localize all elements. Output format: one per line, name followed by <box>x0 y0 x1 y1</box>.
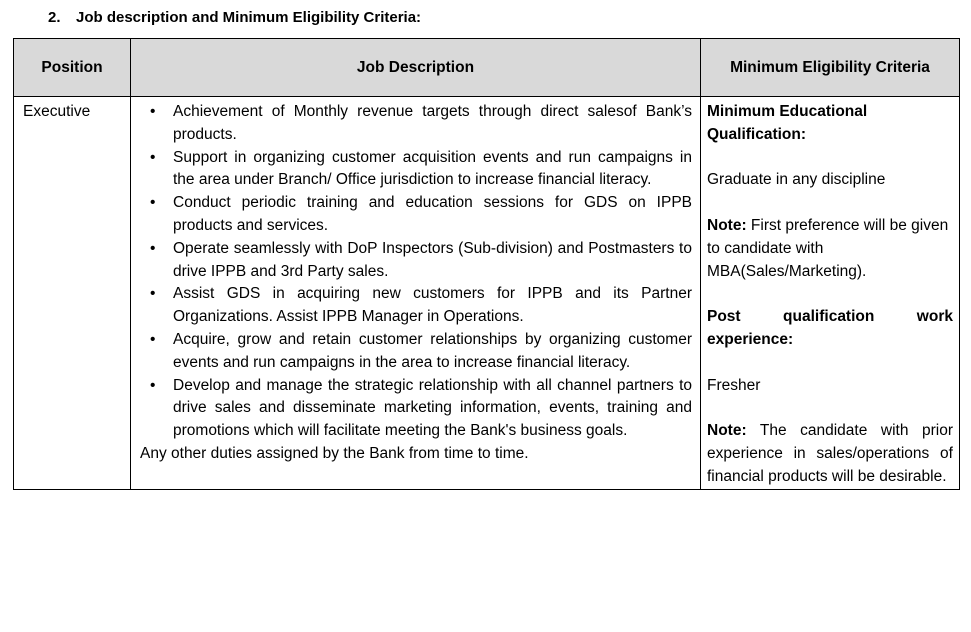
duty-item: • Acquire, grow and retain customer relationships by organizing customer events and run campaigns in the area to increase financial literacy. <box>140 329 692 375</box>
section-heading <box>48 9 421 26</box>
duty-item: • Support in organizing customer acquisition events and run campaigns in the area under Branch/ Office jurisdiction to increase financial literacy. <box>140 147 692 193</box>
experience-value: Fresher <box>707 376 761 394</box>
duty-item: • Assist GDS in acquiring new customers for IPPB and its Partner Organizations. Assist IPPB Manager in Operations. <box>140 283 692 329</box>
duty-item: • Operate seamlessly with DoP Inspectors (Sub-division) and Postmasters to drive IPPB and 3rd Party sales. <box>140 238 692 284</box>
section-title: Job description and Minimum Eligibility Criteria: <box>76 9 422 26</box>
experience-heading: Post qualification work experience: <box>707 308 953 348</box>
experience-note <box>707 420 953 488</box>
preference-note <box>707 215 953 283</box>
duty-item: • Develop and manage the strategic relationship with all channel partners to drive sales and disseminate marketing information, events, training and promotions which will facilitate meeting the Bank's business goals. <box>140 375 692 443</box>
section-number: 2. <box>48 9 61 26</box>
duty-item: • Conduct periodic training and education sessions for GDS on IPPB products and services. <box>140 192 692 238</box>
header-eligibility-criteria: Minimum Eligibility Criteria <box>701 39 960 97</box>
note-text: First preference will be given to candidate with MBA(Sales/Marketing). <box>707 216 949 280</box>
note-label: Note: <box>707 216 747 234</box>
duties-list <box>140 101 692 443</box>
header-position: Position <box>14 39 131 97</box>
duty-item: • Achievement of Monthly revenue targets through direct salesof Bank’s products. <box>140 101 692 147</box>
eligibility-table <box>13 38 960 490</box>
note-text: The candidate with prior experience in sales/operations of financial products will be desirable. <box>707 422 953 485</box>
education-value: Graduate in any discipline <box>707 171 886 189</box>
note-label: Note: <box>707 422 747 440</box>
job-description-cell <box>131 97 701 490</box>
closing-duty: Any other duties assigned by the Bank from time to time. <box>140 444 529 462</box>
education-heading: Minimum Educational Qualification: <box>707 103 868 143</box>
table-row <box>14 97 960 490</box>
table-header-row <box>14 39 960 97</box>
criteria-cell <box>701 97 960 490</box>
position-cell: Executive <box>14 97 131 490</box>
header-job-description: Job Description <box>131 39 701 97</box>
